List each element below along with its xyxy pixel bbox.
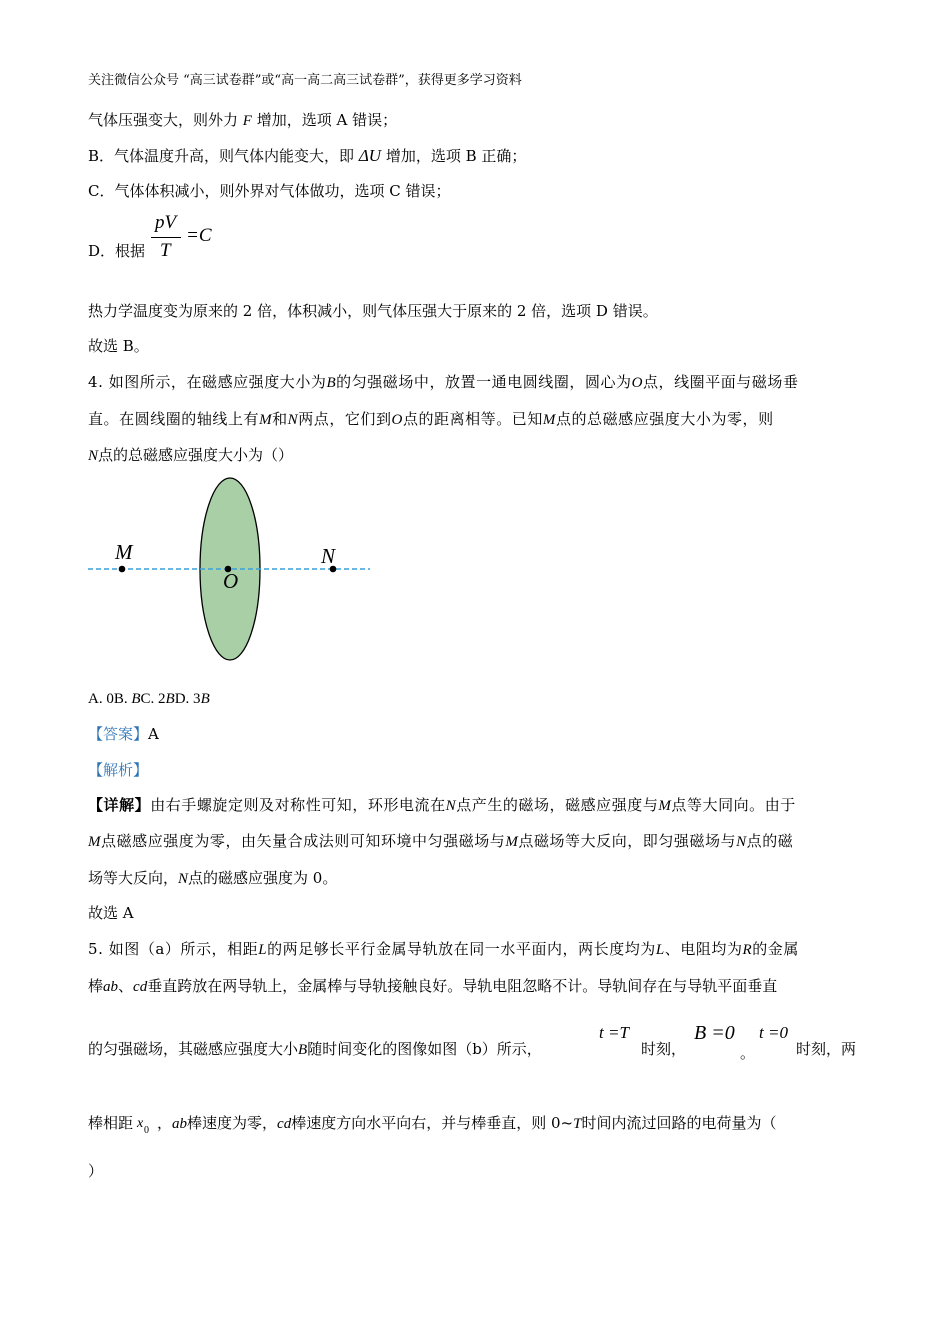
var-M: M bbox=[658, 798, 672, 814]
text: 时刻，两 bbox=[796, 1040, 857, 1058]
text: 4. 如图所示，在磁感应强度大小为 bbox=[88, 373, 327, 391]
var-N: N bbox=[287, 412, 299, 428]
text: 点的总磁感应强度大小为零，则 bbox=[555, 410, 774, 428]
text: 增加，选项 B 正确； bbox=[385, 147, 527, 165]
text: 由右手螺旋定则及对称性可知，环形电流在 bbox=[150, 796, 446, 814]
q4-stem-line2 bbox=[88, 409, 774, 430]
text: 点的距离相等。已知 bbox=[402, 410, 543, 428]
q3-conclusion: 故选 B。 bbox=[88, 337, 149, 355]
q4-conclusion: 故选 A bbox=[88, 904, 134, 922]
var-O: O bbox=[631, 375, 643, 391]
text: 时间内流过回路的电荷量为（ bbox=[581, 1114, 777, 1132]
var-B: B bbox=[298, 1042, 308, 1058]
q5-stem-line1 bbox=[88, 939, 799, 960]
q3-option-d-continued: 热力学温度变为原来的 2 倍，体积减小，则气体压强大于原来的 2 倍，选项 D 错误。 bbox=[88, 302, 658, 320]
text: 时刻， bbox=[641, 1040, 687, 1058]
var-B: B bbox=[131, 691, 141, 707]
var-N: N bbox=[178, 871, 189, 887]
text: 两点，它们到 bbox=[298, 410, 392, 428]
text: 增加，选项 A 错误； bbox=[256, 111, 398, 129]
text: 的匀强磁场中，放置一通电圆线圈，圆心为 bbox=[336, 373, 632, 391]
option-d: D. 3 bbox=[174, 691, 201, 707]
var-M: M bbox=[88, 834, 102, 850]
var-N: N bbox=[88, 448, 99, 464]
var-L: L bbox=[258, 942, 268, 958]
var-F: F bbox=[242, 113, 252, 129]
q3-option-b-line bbox=[88, 146, 526, 166]
var-delta-u: ΔU bbox=[358, 146, 382, 165]
text: 点磁场等大反向，即匀强磁场与 bbox=[518, 832, 737, 850]
var-T: T bbox=[573, 1116, 582, 1132]
var-ab: ab bbox=[172, 1116, 188, 1132]
text: ， bbox=[157, 1114, 173, 1132]
text: 点的磁 bbox=[746, 832, 794, 850]
q4-detail-line1 bbox=[88, 795, 796, 816]
var-O: O bbox=[391, 412, 403, 428]
q3-option-a-line bbox=[88, 110, 397, 131]
text: 垂直跨放在两导轨上，金属棒与导轨接触良好。导轨电阻忽略不计。导轨间存在与导轨平面垂直 bbox=[147, 977, 778, 995]
var-B: B bbox=[165, 691, 175, 707]
var-x: x bbox=[137, 1116, 144, 1131]
analysis-tag: 【解析】 bbox=[88, 761, 149, 779]
var-R: R bbox=[742, 942, 753, 958]
var-N: N bbox=[445, 798, 457, 814]
text: 点的磁感应强度为 0。 bbox=[188, 869, 338, 887]
var-cd: cd bbox=[277, 1116, 292, 1132]
fraction-numerator: pV bbox=[155, 212, 177, 233]
coil-figure bbox=[84, 474, 384, 666]
text: 、电阻均为 bbox=[664, 940, 743, 958]
var-M: M bbox=[542, 412, 556, 428]
text: 的匀强磁场，其磁感应强度大小 bbox=[88, 1040, 299, 1058]
fraction-bar bbox=[151, 237, 181, 238]
var-M: M bbox=[259, 412, 273, 428]
label-N: N bbox=[321, 544, 336, 568]
math-B-equals-0: B =0 bbox=[694, 1022, 735, 1044]
label-O: O bbox=[223, 569, 239, 593]
var-N: N bbox=[736, 834, 747, 850]
math-t-equals-T: t =T bbox=[599, 1023, 629, 1042]
var-cd: cd bbox=[133, 979, 148, 995]
var-B: B bbox=[200, 691, 210, 707]
q3-option-c-line: C．气体体积减小，则外界对气体做功，选项 C 错误； bbox=[88, 182, 451, 200]
answer-tag: 【答案】 bbox=[88, 725, 149, 743]
option-b: B. bbox=[113, 691, 132, 707]
text: 棒 bbox=[88, 977, 104, 995]
q5-stem-line4 bbox=[88, 1113, 776, 1134]
q3-option-d-prefix: D．根据 bbox=[88, 242, 146, 260]
text: 气体压强变大，则外力 bbox=[88, 111, 239, 129]
text: 的金属 bbox=[752, 940, 799, 958]
text: 5. 如图（a）所示，相距 bbox=[88, 940, 259, 958]
page-header: 关注微信公众号 “高三试卷群”或“高一高二高三试卷群”，获得更多学习资料 bbox=[88, 73, 522, 88]
text: 的两足够长平行金属导轨放在同一水平面内，两长度均为 bbox=[267, 940, 656, 958]
option-a: A. 0 bbox=[88, 691, 114, 707]
text: 。 bbox=[740, 1044, 756, 1062]
var-ab: ab bbox=[103, 979, 119, 995]
q4-detail-line2 bbox=[88, 831, 793, 852]
label-M: M bbox=[115, 540, 133, 564]
text: 点，线圈平面与磁场垂 bbox=[643, 373, 799, 391]
text: 点等大同向。由于 bbox=[671, 796, 796, 814]
q5-stem-line3-a bbox=[88, 1039, 542, 1060]
text: 、 bbox=[118, 977, 134, 995]
text: 棒速度方向水平向右，并与棒垂直，则 0~ bbox=[291, 1114, 574, 1132]
text: B．气体温度升高，则气体内能变大，即 bbox=[88, 147, 355, 165]
text: 场等大反向， bbox=[88, 869, 179, 887]
q5-stem-line2 bbox=[88, 976, 777, 997]
text: 直。在圆线圈的轴线上有 bbox=[88, 410, 260, 428]
text: 点磁感应强度为零，由矢量合成法则可知环境中匀强磁场与 bbox=[101, 832, 506, 850]
q4-stem-line3 bbox=[88, 445, 293, 466]
q4-options bbox=[88, 689, 210, 709]
text: 点的总磁感应强度大小为（） bbox=[98, 446, 294, 464]
answer-value: A bbox=[148, 725, 159, 743]
q4-stem-line1 bbox=[88, 372, 799, 393]
subscript-0: 0 bbox=[144, 1125, 150, 1136]
text: 点产生的磁场，磁感应强度与 bbox=[456, 796, 659, 814]
q4-detail-line3 bbox=[88, 868, 337, 889]
q5-stem-line5: ） bbox=[88, 1162, 104, 1180]
text: 随时间变化的图像如图（b）所示， bbox=[307, 1040, 542, 1058]
var-L: L bbox=[655, 942, 665, 958]
math-t-equals-0: t =0 bbox=[759, 1023, 788, 1042]
q4-answer-line bbox=[88, 724, 159, 744]
text: 和 bbox=[272, 410, 288, 428]
text: 棒速度为零， bbox=[187, 1114, 278, 1132]
option-c: C. 2 bbox=[140, 691, 166, 707]
detail-tag: 【详解】 bbox=[88, 796, 151, 814]
point-M bbox=[119, 566, 126, 573]
var-B: B bbox=[326, 375, 337, 391]
fraction-denominator: T bbox=[160, 240, 171, 261]
var-M: M bbox=[505, 834, 519, 850]
equation-rhs: =C bbox=[186, 225, 212, 246]
text: 棒相距 bbox=[88, 1114, 134, 1132]
